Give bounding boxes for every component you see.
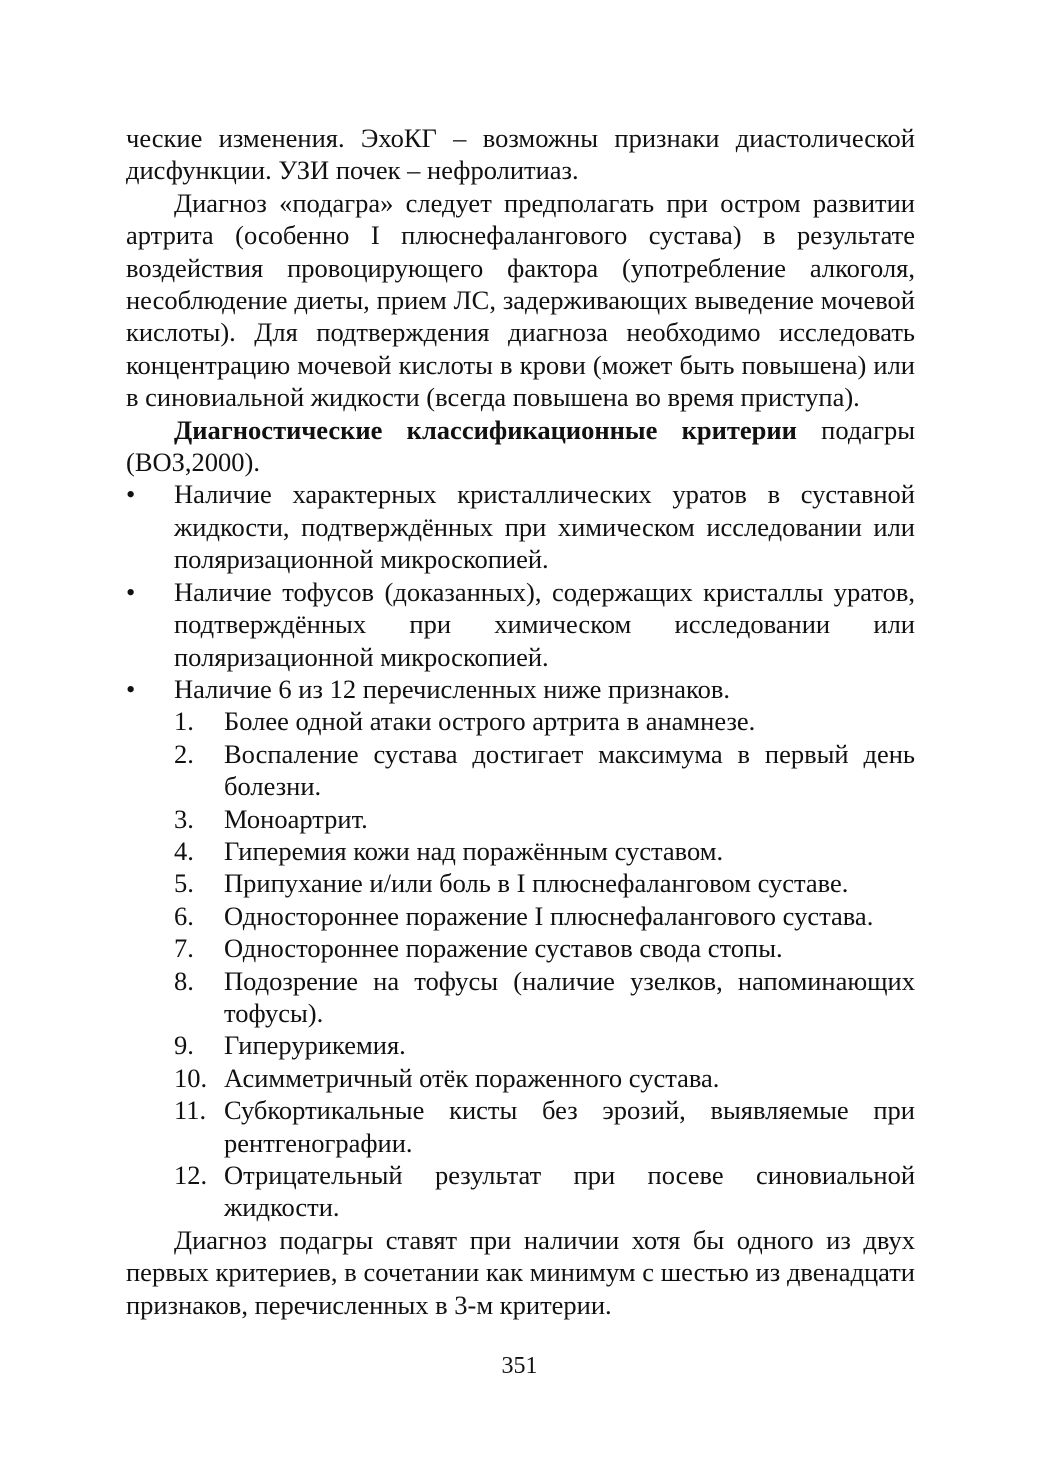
item-text: Одностороннее поражение I плюснефалангового сустава. [224, 900, 874, 931]
item-number: 2. [174, 738, 194, 769]
item-text: Гиперурикемия. [224, 1030, 406, 1061]
numbered-item [126, 1029, 915, 1061]
item-number: 7. [174, 933, 194, 964]
item-number: 11. [174, 1095, 207, 1126]
bullet-item [126, 478, 915, 575]
numbered-item [126, 965, 915, 1030]
bullet-text: Наличие характерных кристаллических уратов в суставной жидкости, подтверждённых при химическом исследовании или поляризационной микроскопией. [174, 479, 915, 575]
item-text: Более одной атаки острого артрита в анамнезе. [224, 706, 756, 737]
numbered-item [126, 1094, 915, 1159]
item-text: Гиперемия кожи над поражённым суставом. [224, 835, 724, 866]
item-text: Припухание и/или боль в I плюснефаланговом суставе. [224, 868, 849, 899]
item-number: 10. [174, 1062, 208, 1093]
numbered-item [126, 835, 915, 867]
item-number: 4. [174, 835, 194, 866]
criteria-heading-rest: подагры (ВОЗ,2000). [126, 414, 915, 478]
page-content [126, 122, 915, 1321]
bullet-mark: • [126, 479, 136, 510]
bullet-list [126, 478, 915, 705]
item-number: 8. [174, 965, 194, 996]
numbered-item [126, 1159, 915, 1224]
page-number: 351 [501, 1353, 538, 1379]
numbered-item [126, 705, 915, 737]
bullet-mark: • [126, 673, 136, 704]
bullet-mark: • [126, 576, 136, 607]
paragraph-1: ческие изменения. ЭхоКГ – возможны признаки диастолической дисфункции. УЗИ почек – нефролитиаз. [126, 123, 915, 186]
item-number: 6. [174, 900, 194, 931]
paragraph-final: Диагноз подагры ставят при наличии хотя бы одного из двух первых критериев, в сочетании как минимум с шестью из двенадцати признаков, перечисленных в 3-м критерии. [126, 1224, 915, 1320]
item-number: 5. [174, 868, 194, 899]
item-text: Одностороннее поражение суставов свода стопы. [224, 933, 783, 964]
item-number: 9. [174, 1030, 194, 1061]
numbered-item [126, 867, 915, 899]
paragraph-criteria-heading [126, 414, 915, 479]
item-number: 1. [174, 706, 194, 737]
item-text: Отрицательный результат при посеве синовиальной жидкости. [224, 1160, 915, 1223]
criteria-heading-bold: Диагностические классификационные критерии [174, 414, 797, 445]
item-text: Асимметричный отёк пораженного сустава. [224, 1062, 720, 1093]
bullet-text: Наличие 6 из 12 перечисленных ниже признаков. [174, 673, 730, 704]
numbered-item [126, 1062, 915, 1094]
numbered-item [126, 932, 915, 964]
numbered-item [126, 738, 915, 803]
bullet-item [126, 673, 915, 705]
numbered-item [126, 900, 915, 932]
item-text: Подозрение на тофусы (наличие узелков, напоминающих тофусы). [224, 965, 915, 1028]
numbered-list [126, 705, 915, 1224]
bullet-text: Наличие тофусов (доказанных), содержащих кристаллы уратов, подтверждённых при химическом исследовании или поляризационной микроскопией. [174, 576, 915, 672]
item-number: 3. [174, 803, 194, 834]
numbered-item [126, 803, 915, 835]
bullet-item [126, 576, 915, 673]
item-text: Моноартрит. [224, 803, 368, 834]
item-number: 12. [174, 1160, 208, 1190]
item-text: Воспаление сустава достигает максимума в первый день болезни. [224, 738, 915, 802]
item-text: Субкортикальные кисты без эрозий, выявляемые при рентгенографии. [224, 1095, 915, 1158]
paragraph-2: Диагноз «подагра» следует предполагать при остром развитии артрита (особенно I плюснефалангового сустава) в результате воздействия провоцирующего фактора (употребление алкоголя, несоблюдение диеты, прием ЛС, задерживающих выведение мочевой кислоты). Для подтверждения диагноза необходимо исследовать концентрацию мочевой кислоты в крови (может быть повышена) или в синовиальной жидкости (всегда повышена во время приступа). [126, 187, 915, 413]
